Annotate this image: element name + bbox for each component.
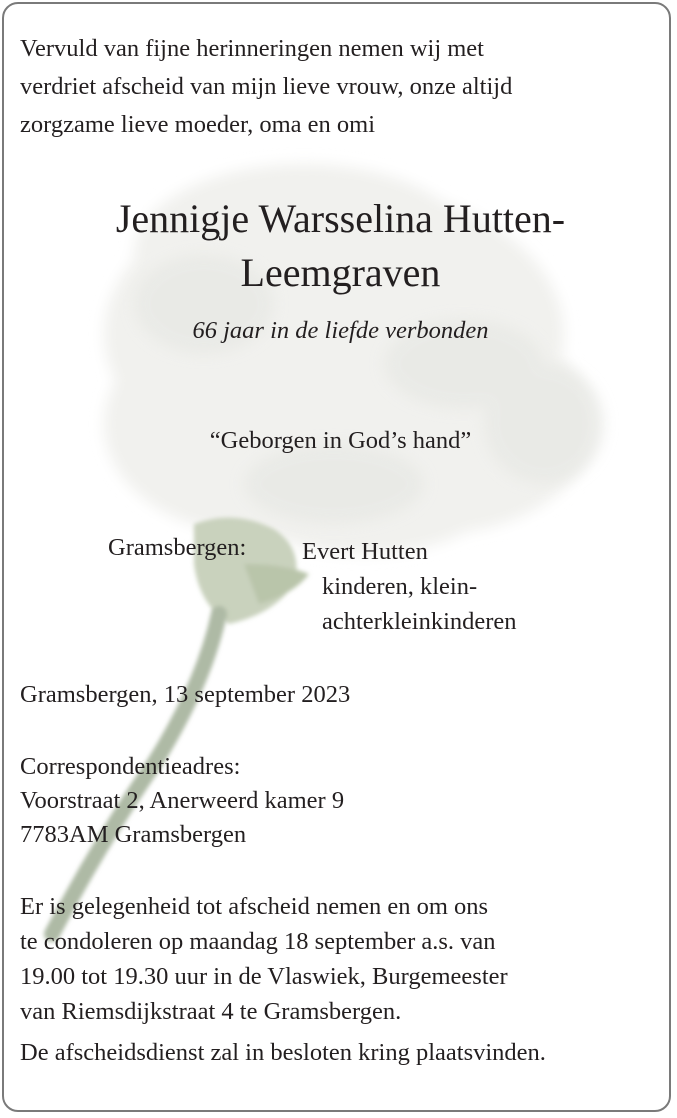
intro-text (20, 30, 512, 144)
condolence-text (20, 889, 508, 1029)
correspondence-address (20, 750, 344, 852)
quote: “Geborgen in God’s hand” (209, 427, 472, 454)
intro-line: Vervuld van fijne herinneringen nemen wij met (20, 35, 484, 62)
intro-line: zorgzame lieve moeder, oma en omi (20, 111, 376, 138)
family-line: achterkleinkinderen (322, 608, 517, 635)
family-line: kinderen, klein- (322, 573, 478, 600)
condolence-line: 19.00 tot 19.30 uur in de Vlaswiek, Burgemeester (20, 963, 508, 990)
announcement-card (2, 2, 671, 1112)
intro-line: verdriet afscheid van mijn lieve vrouw, onze altijd (20, 73, 513, 100)
service-text: De afscheidsdienst zal in besloten kring plaatsvinden. (20, 1039, 546, 1066)
family-line: Evert Hutten (302, 538, 428, 565)
address-line: 7783AM Gramsbergen (20, 821, 247, 848)
address-heading: Correspondentieadres: (20, 753, 241, 780)
condolence-line: te condoleren op maandag 18 september a.s. van (20, 928, 496, 955)
condolence-line: van Riemsdijkstraat 4 te Gramsbergen. (20, 998, 402, 1025)
deceased-name (4, 192, 671, 300)
name-line: Leemgraven (240, 250, 441, 295)
family-place: Gramsbergen: (108, 534, 247, 561)
date-line: Gramsbergen, 13 september 2023 (20, 681, 351, 708)
address-line: Voorstraat 2, Anerweerd kamer 9 (20, 787, 345, 814)
family-names (302, 534, 517, 639)
marriage-years: 66 jaar in de liefde verbonden (192, 317, 489, 344)
condolence-line: Er is gelegenheid tot afscheid nemen en om ons (20, 893, 489, 920)
name-line: Jennigje Warsselina Hutten- (115, 196, 566, 241)
